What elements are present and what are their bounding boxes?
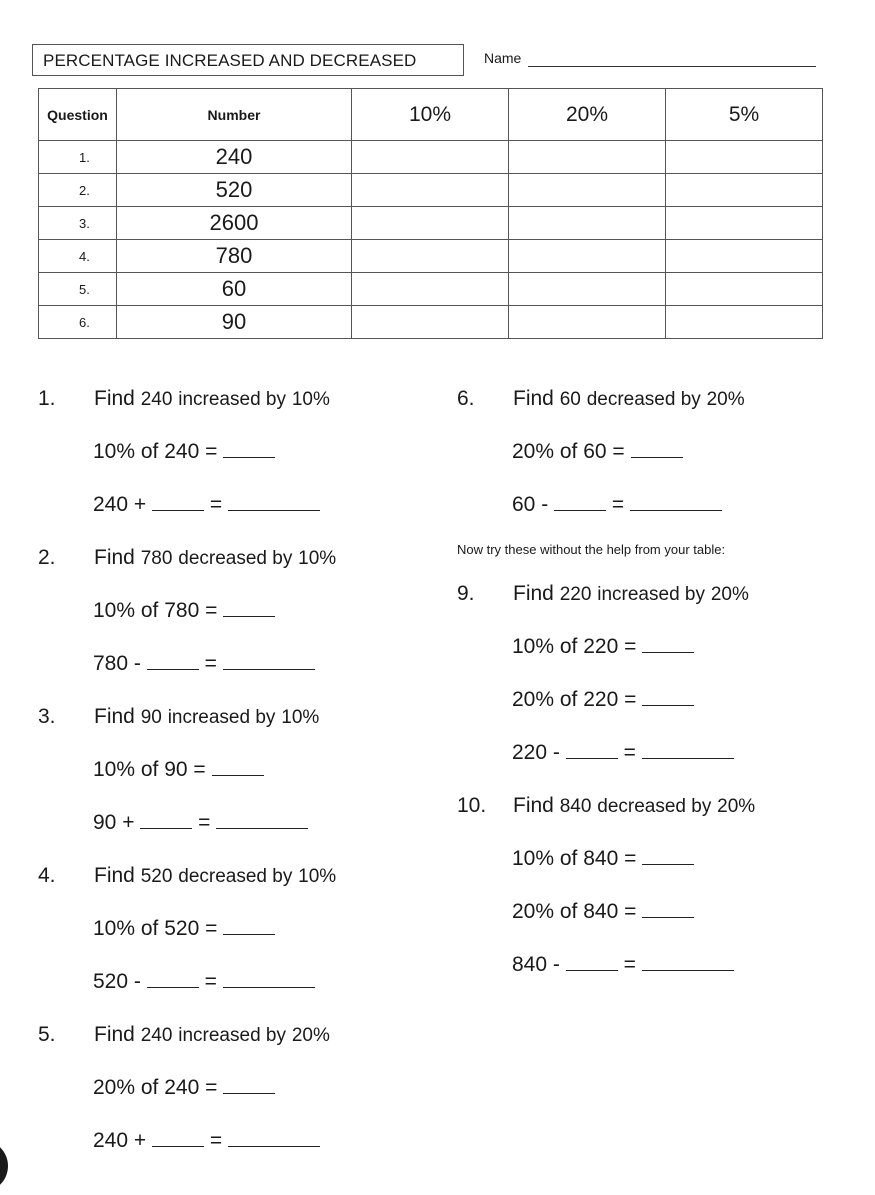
answer-blank[interactable] (216, 827, 308, 829)
answer-blank[interactable] (147, 668, 199, 670)
answer-cell[interactable] (509, 240, 666, 273)
table-header-row (39, 89, 823, 141)
answer-blank[interactable] (566, 969, 618, 971)
row-number: 60 (117, 273, 352, 306)
row-question-number: 5. (39, 273, 117, 306)
table-row (39, 207, 823, 240)
col-header-20pct: 20% (509, 89, 666, 141)
question-prompt: Find 220 increased by 20% (513, 582, 749, 605)
question-prompt: Find 240 increased by 20% (94, 1023, 330, 1046)
col-header-question: Question (39, 89, 117, 141)
question-prompt: Find 780 decreased by 10% (94, 546, 337, 569)
row-question-number: 2. (39, 174, 117, 207)
answer-cell[interactable] (352, 240, 509, 273)
question-number: 5. (38, 1023, 56, 1046)
row-number: 780 (117, 240, 352, 273)
answer-blank[interactable] (631, 456, 683, 458)
answer-cell[interactable] (509, 141, 666, 174)
answer-cell[interactable] (666, 240, 823, 273)
answer-blank[interactable] (223, 1092, 275, 1094)
question-prompt: Find 240 increased by 10% (94, 387, 330, 410)
question-prompt: Find 840 decreased by 20% (513, 794, 756, 817)
question-number: 4. (38, 864, 56, 887)
answer-cell[interactable] (509, 207, 666, 240)
work-line: 840 - = (512, 953, 734, 977)
name-label: Name (484, 50, 522, 66)
answer-cell[interactable] (666, 273, 823, 306)
answer-blank[interactable] (152, 509, 204, 511)
answer-blank[interactable] (642, 651, 694, 653)
answer-cell[interactable] (666, 306, 823, 339)
question-number: 1. (38, 387, 56, 410)
answer-cell[interactable] (352, 306, 509, 339)
answer-blank[interactable] (630, 509, 722, 511)
question-prompt: Find 520 decreased by 10% (94, 864, 337, 887)
name-field-line[interactable] (528, 66, 816, 67)
answer-cell[interactable] (509, 306, 666, 339)
work-line: 240 + = (93, 1129, 320, 1153)
answer-blank[interactable] (642, 704, 694, 706)
answer-blank[interactable] (223, 456, 275, 458)
answer-table (38, 88, 823, 339)
col-header-number: Number (117, 89, 352, 141)
answer-blank[interactable] (223, 933, 275, 935)
row-number: 90 (117, 306, 352, 339)
answer-cell[interactable] (352, 174, 509, 207)
question-number: 2. (38, 546, 56, 569)
answer-blank[interactable] (223, 668, 315, 670)
answer-cell[interactable] (666, 207, 823, 240)
answer-cell[interactable] (352, 273, 509, 306)
answer-blank[interactable] (566, 757, 618, 759)
instructions-note: Now try these without the help from your table: (457, 542, 726, 557)
row-question-number: 4. (39, 240, 117, 273)
answer-blank[interactable] (212, 774, 264, 776)
work-line: 10% of 90 = (93, 758, 264, 782)
answer-blank[interactable] (642, 863, 694, 865)
answer-blank[interactable] (642, 916, 694, 918)
question-number: 3. (38, 705, 56, 728)
answer-cell[interactable] (352, 141, 509, 174)
question-number: 6. (457, 387, 475, 410)
work-line: 20% of 60 = (512, 440, 683, 464)
answer-blank[interactable] (147, 986, 199, 988)
edge-shadow-mark (0, 1140, 8, 1192)
work-line: 780 - = (93, 652, 315, 676)
work-line: 240 + = (93, 493, 320, 517)
answer-blank[interactable] (223, 615, 275, 617)
question-number: 10. (457, 794, 487, 817)
answer-cell[interactable] (509, 174, 666, 207)
row-number: 240 (117, 141, 352, 174)
row-question-number: 1. (39, 141, 117, 174)
answer-cell[interactable] (666, 141, 823, 174)
table-row (39, 240, 823, 273)
work-line: 20% of 220 = (512, 688, 694, 712)
work-line: 10% of 240 = (93, 440, 275, 464)
worksheet-title: PERCENTAGE INCREASED AND DECREASED (32, 44, 464, 76)
work-line: 10% of 780 = (93, 599, 275, 623)
answer-blank[interactable] (223, 986, 315, 988)
answer-blank[interactable] (228, 1145, 320, 1147)
table-row (39, 273, 823, 306)
row-number: 2600 (117, 207, 352, 240)
answer-cell[interactable] (666, 174, 823, 207)
table-row (39, 306, 823, 339)
work-line: 60 - = (512, 493, 722, 517)
work-line: 20% of 240 = (93, 1076, 275, 1100)
work-line: 10% of 220 = (512, 635, 694, 659)
work-line: 10% of 840 = (512, 847, 694, 871)
row-question-number: 6. (39, 306, 117, 339)
answer-cell[interactable] (509, 273, 666, 306)
answer-blank[interactable] (642, 969, 734, 971)
table-row (39, 141, 823, 174)
answer-blank[interactable] (140, 827, 192, 829)
table-row (39, 174, 823, 207)
question-prompt: Find 90 increased by 10% (94, 705, 320, 728)
col-header-10pct: 10% (352, 89, 509, 141)
answer-blank[interactable] (642, 757, 734, 759)
answer-blank[interactable] (554, 509, 606, 511)
answer-blank[interactable] (228, 509, 320, 511)
question-prompt: Find 60 decreased by 20% (513, 387, 745, 410)
work-line: 520 - = (93, 970, 315, 994)
work-line: 20% of 840 = (512, 900, 694, 924)
work-line: 10% of 520 = (93, 917, 275, 941)
question-number: 9. (457, 582, 475, 605)
row-question-number: 3. (39, 207, 117, 240)
work-line: 220 - = (512, 741, 734, 765)
answer-cell[interactable] (352, 207, 509, 240)
col-header-5pct: 5% (666, 89, 823, 141)
answer-blank[interactable] (152, 1145, 204, 1147)
row-number: 520 (117, 174, 352, 207)
work-line: 90 + = (93, 811, 308, 835)
